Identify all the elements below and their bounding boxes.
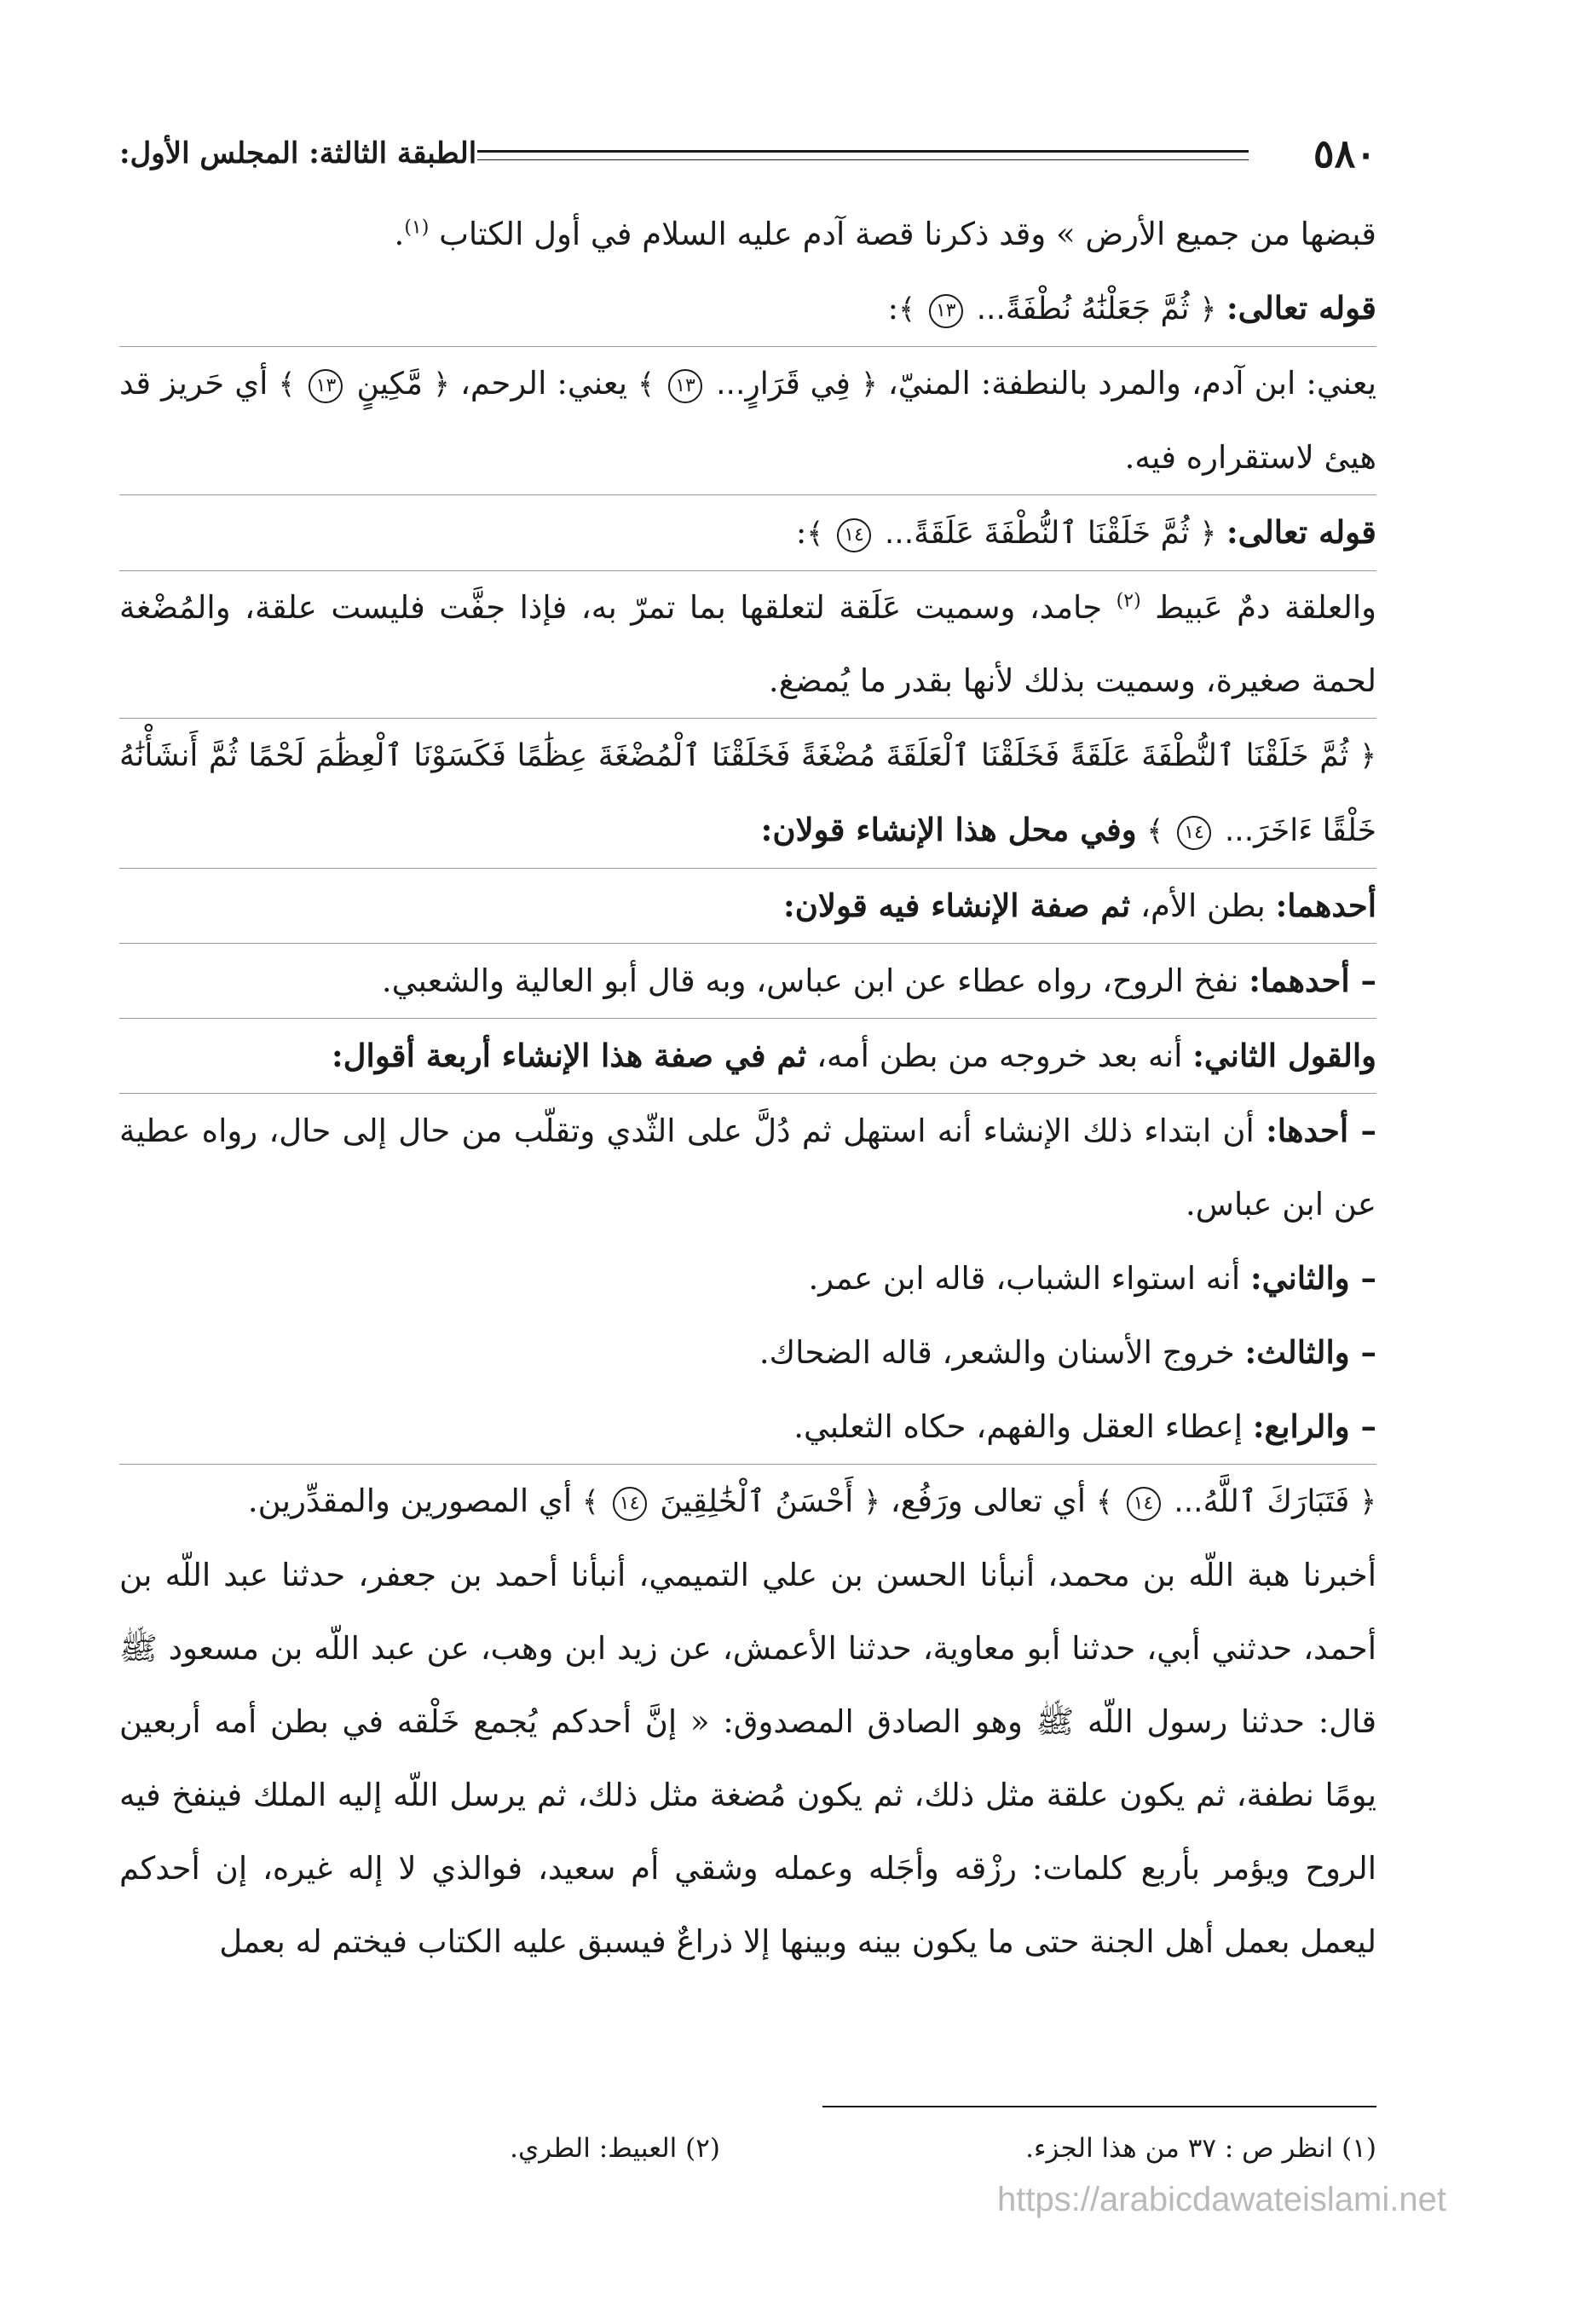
verse-number-icon: ١٤ (1127, 1487, 1161, 1521)
ornate-bracket-open-icon: ﴿ (432, 367, 450, 402)
footnote-ref-2[interactable]: (٢) (1116, 590, 1141, 612)
quran-verse: فَتَبَارَكَ ٱللَّهُ... (1174, 1484, 1350, 1519)
hadith-paragraph: أخبرنا هبة اللّه بن محمد، أنبأنا الحسن بن علي التميمي، أنبأنا أحمد بن جعفر، حدثنا عبد اللّه بن أحمد، حدثني أبي، حدثنا أبو معاوية، حدثنا الأعمش، عن زيد ابن وهب، عن عبد اللّه بن مسعود ﷺ قال: حدثنا رسول اللّه ﷺ وهو الصادق المصدوق: « إنَّ أحدكم يُجمع خَلْقه في بطن أمه أربعين يومًا نطفة، ثم يكون علقة مثل ذلك، ثم يكون مُضغة مثل ذلك، ثم يرسل اللّه إليه الملك فينفخ فيه الروح ويؤمر بأربع كلمات: رزْقه وأجَله وعمله وشقي أم سعيد، فوالذي لا إله غيره، إن أحدكم ليعمل بعمل أهل الجنة حتى ما يكون بينه وبينها إلا ذراعٌ فيسبق عليه الكتاب فيختم له بعمل (119, 1557, 1376, 1960)
quran-verse: أَحْسَنُ ٱلْخَٰلِقِينَ (660, 1484, 854, 1519)
ornate-bracket-close-icon: ﴾ (638, 367, 655, 402)
paragraph-6: ﴿ ثُمَّ خَلَقْنَا ٱلنُّطْفَةَ عَلَقَةً فَخَلَقْنَا ٱلْعَلَقَةَ مُضْغَةً فَخَلَقْنَا ٱلْمُضْغَةَ عِظَٰمًا فَكَسَوْنَا ٱلْعِظَٰمَ لَحْمًا ثُمَّ أَنشَأْنَٰهُ خَلْقًا ءَاخَرَ... ١٤ ﴾ وفي محل هذا الإنشاء قولان: (119, 718, 1376, 868)
header-double-rule (477, 150, 1249, 160)
list-item: – والثالث: خروج الأسنان والشعر، قاله الضحاك. (759, 1333, 1376, 1371)
ornate-bracket-close-icon: ﴾ (1095, 1485, 1113, 1519)
paragraph-7: أحدهما: بطن الأم، ثم صفة الإنشاء فيه قولان: (119, 868, 1376, 943)
page-number: ٥٨٠ (1313, 130, 1376, 176)
ornate-bracket-close-icon: ﴾ (898, 292, 916, 327)
ornate-bracket-close-icon: ﴾ (806, 517, 824, 551)
ornate-bracket-close-icon: ﴾ (581, 1485, 599, 1519)
ornate-bracket-close-icon: ﴾ (278, 367, 296, 402)
heading-label: قوله تعالى: (1226, 513, 1376, 551)
verse-number-icon: ١٤ (613, 1487, 647, 1521)
ornate-bracket-open-icon: ﴿ (860, 367, 878, 402)
paragraph-9: والقول الثاني: أنه بعد خروجه من بطن أمه، ثم في صفة هذا الإنشاء أربعة أقوال: (119, 1018, 1376, 1093)
verse-number-icon: ١٣ (668, 369, 702, 403)
ornate-bracket-open-icon: ﴿ (1359, 1485, 1376, 1519)
quran-verse: مَّكِينٍ (356, 367, 423, 402)
ornate-bracket-open-icon: ﴿ (1359, 739, 1376, 773)
verse-number-icon: ١٤ (837, 518, 871, 552)
watermark-url: https://arabicdawateislami.net (997, 2181, 1446, 2218)
quran-verse: ثُمَّ خَلَقْنَا ٱلنُّطْفَةَ عَلَقَةً... (884, 516, 1190, 551)
heading-label: قوله تعالى: (1226, 289, 1376, 327)
quran-verse: ثُمَّ خَلَقْنَا ٱلنُّطْفَةَ عَلَقَةً فَخَلَقْنَا ٱلْعَلَقَةَ مُضْغَةً فَخَلَقْنَا ٱلْمُضْغَةَ عِظَٰمًا فَكَسَوْنَا ٱلْعِظَٰمَ لَحْمًا ثُمَّ أَنشَأْنَٰهُ خَلْقًا ءَاخَرَ... (119, 738, 1376, 848)
quran-verse: ثُمَّ جَعَلْنَٰهُ نُطْفَةً... (976, 292, 1190, 327)
page-header (119, 128, 1376, 179)
paragraph-5: والعلقة دمٌ عَبيط $^{(٢)}$ جامد، وسميت عَلَقة لتعلقها بما تمرّ به، فإذا جفَّت فليست علقة، والمُضْغة لحمة صغيرة، وسميت بذلك لأنها بقدر ما يُمضغ. (119, 570, 1376, 718)
footnote-ref-1[interactable]: (١) (404, 217, 430, 239)
running-title: الطبقة الثالثة: المجلس الأول: (119, 136, 477, 171)
quran-verse: فِي قَرَارٍ... (716, 367, 851, 402)
list-item: – والثاني: أنه استواء الشباب، قاله ابن عمر. (808, 1259, 1376, 1297)
ornate-bracket-open-icon: ﴿ (863, 1485, 880, 1519)
footnote-1: (١) انظر ص : ٣٧ من هذا الجزء. (1025, 2133, 1376, 2164)
verse-number-icon: ١٤ (1177, 816, 1211, 850)
list-item: – أحدها: أن ابتداء ذلك الإنشاء أنه استهل ثم دُلَّ على الثّدي وتقلّب من حال إلى حال، رواه عطية عن ابن عباس. (119, 1093, 1376, 1241)
paragraph-3: يعني: ابن آدم، والمرد بالنطفة: المنيّ، ﴿ فِي قَرَارٍ... ١٣ ﴾ يعني: الرحم، ﴿ مَّكِينٍ ١٣ ﴾ أي حَريز قد هيئ لاستقراره فيه. (119, 346, 1376, 494)
ornate-bracket-close-icon: ﴾ (1146, 814, 1164, 848)
list-item: – والرابع: إعطاء العقل والفهم، حكاه الثعلبي. (793, 1408, 1376, 1445)
list-item: – أحدهما: نفخ الروح، رواه عطاء عن ابن عباس، وبه قال أبو العالية والشعبي. (119, 943, 1376, 1018)
verse-number-icon: ١٣ (309, 369, 343, 403)
heading-verse-13: قوله تعالى: ﴿ ثُمَّ جَعَلْنَٰهُ نُطْفَةً... ١٣ ﴾: (887, 289, 1376, 327)
main-text (119, 198, 1376, 1979)
ornate-bracket-open-icon: ﴿ (1199, 292, 1217, 327)
heading-verse-14: قوله تعالى: ﴿ ثُمَّ خَلَقْنَا ٱلنُّطْفَةَ عَلَقَةً... ١٤ ﴾: (119, 494, 1376, 570)
ornate-bracket-open-icon: ﴿ (1199, 517, 1217, 551)
verse-number-icon: ١٣ (929, 294, 963, 328)
footnote-2: (٢) العبيط: الطري. (510, 2133, 720, 2164)
paragraph-1: قبضها من جميع الأرض » وقد ذكرنا قصة آدم عليه السلام في أول الكتاب $^{(١)}$. (394, 216, 1376, 252)
footnote-divider (822, 2106, 1376, 2107)
paragraph-14: ﴿ فَتَبَارَكَ ٱللَّهُ... ١٤ ﴾ أي تعالى ورَفُع، ﴿ أَحْسَنُ ٱلْخَٰلِقِينَ ١٤ ﴾ أي المصورين والمقدِّرين. (119, 1464, 1376, 1539)
footnotes (119, 2127, 1376, 2170)
